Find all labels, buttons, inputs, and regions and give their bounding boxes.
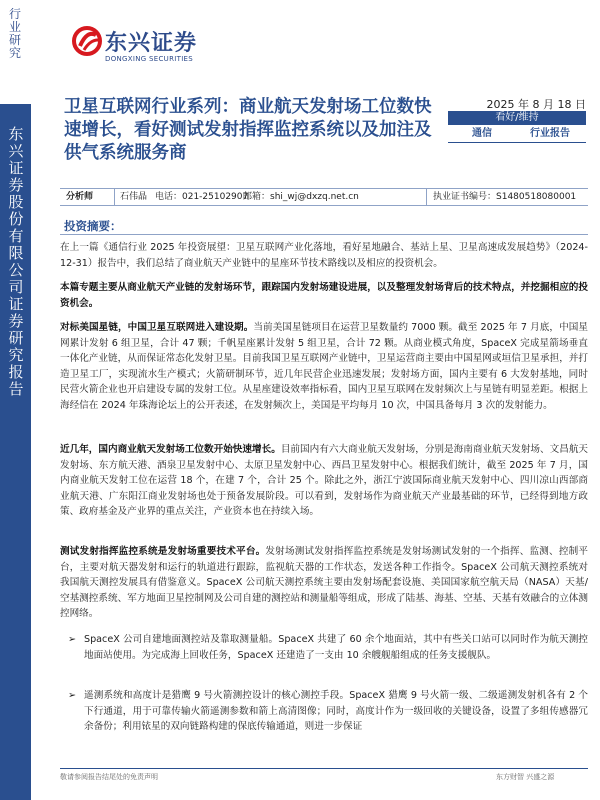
summary-heading xyxy=(60,216,588,235)
footer-slogan: 东方财智 兴盛之源 xyxy=(496,773,555,781)
analyst-phone: 电话：021-25102907 xyxy=(155,192,249,202)
tags-divider xyxy=(448,142,586,143)
paragraph-3-lead: 对标美国星链，中国卫星互联网进入建设期。 xyxy=(60,322,254,333)
sidebar xyxy=(0,0,31,800)
analyst-label: 分析师 xyxy=(66,192,94,202)
bullet-item-1 xyxy=(68,632,588,682)
bullet-item-2 xyxy=(68,688,588,764)
summary-heading-label: 投资摘要： xyxy=(64,219,122,233)
bullet-dot-icon: ➢ xyxy=(68,690,77,701)
analyst-divider xyxy=(114,189,115,205)
paragraph-4-lead: 近几年，国内商业航天发射场工位数开始快速增长。 xyxy=(60,444,281,455)
paragraph-4-body: 目前国内有六大商业航天发射场，分别是海南商业航天发射场、文昌航天发射场、东方航天港、酒泉卫星发射中心、太原卫星发射中心、西昌卫星发射中心。根据我们统计，截至 2025 年 7 月，国内商业航天发射工位在运营 18 个，在建 7 个，合计 25 个。除此之外，浙江宁波国际商业航天发射中心、四川凉山西部商业航天港、广东阳江商业发射场也处于预备发展阶段。可以看到，发射场作为商业航天产业最基础的环节，已经得到地方政策、政府基金及产业界的重点关注，产业资本也在持续入场。 xyxy=(60,444,589,517)
bullet-text-1: SpaceX 公司自建地面测控站及靠取测量船。SpaceX 共建了 60 余个地面站，其中有些关口站可以同时作为航天测控地面站使用。为完成海上回收任务，SpaceX 还建造了一支由 10 余艘舰船组成的任务支援舰队。 xyxy=(84,634,588,661)
logo-text-en: DONGXING SECURITIES xyxy=(105,55,194,63)
paragraph-5-lead: 测试发射指挥监控系统是发射场重要技术平台。 xyxy=(60,546,266,557)
paragraph-5-body: 发射场测试发射指挥监控系统是发射场测试发射的一个指挥、监测、控制平台，主要对航天器发射和运行的轨道进行跟踪，监视航天器的工作状态，发送各种工作指令。SpaceX 公司航天测控系统对我国航天测控发展具有借鉴意义。SpaceX 公司航天测控系统主要由发射场配套设施、美国国家航空航天局（NASA）天基/空基测控系统、军方地面卫星控制网及公司自建的测控站和测量船等组成，形成了陆基、海基、空基、天基有效融合的立体测控网络。 xyxy=(60,546,588,619)
industry-tag: 通信 xyxy=(472,128,492,139)
analyst-cert-number: 执业证书编号：S1480518080001 xyxy=(433,192,577,202)
sidebar-company-block xyxy=(0,104,31,800)
report-title: 卫星互联网行业系列：商业航天发射场工位数快速增长，看好测试发射指挥监控系统以及加注及供气系统服务商 xyxy=(64,97,432,163)
summary-paragraph-1: 在上一篇《通信行业 2025 年投资展望：卫星互联网产业化落地，看好星地融合、基站上星、卫星高速成发展趋势》（2024-12-31）报告中，我们总结了商业航天产业链中的星座环节技术路线以及相应的投资机会。 xyxy=(60,242,588,269)
sidebar-category-block xyxy=(0,0,31,80)
analyst-email[interactable]: 邮箱：shi_wj@dxzq.net.cn xyxy=(243,192,359,202)
report-date: 2025 年 8 月 18 日 xyxy=(486,98,586,111)
summary-paragraph-3 xyxy=(60,320,588,413)
sidebar-category-label: 行业研究 xyxy=(8,7,21,60)
bullet-text-2: 遥测系统和高度计是猎鹰 9 号火箭测控设计的核心测控手段。SpaceX 猎鹰 9 号火箭一级、二级遥测发射机各有 2 个下行通道，用于可靠传输火箭遥测参数和箭上高清图像；同时，高度计作为一级回收的关键设备，设置了多组传感器冗余备份；利用铱星的双向链路构建的保底传输通道，则进一步保证 xyxy=(84,690,588,732)
footer-disclaimer: 敬请参阅报告结尾处的免责声明 xyxy=(60,773,158,781)
analyst-divider xyxy=(426,189,427,205)
analyst-name: 石伟晶 xyxy=(120,192,148,202)
summary-paragraph-5 xyxy=(60,544,588,622)
paragraph-3-body: 当前美国星链项目在运营卫星数量约 7000 颗。截至 2025 年 7 月底，中国星网累计发射 6 组卫星，合计 47 颗；千帆星座累计发射 5 组卫星，合计 72 颗。从商业模式角度，SpaceX 完成星箭场垂直一体化产业链，从而保证常态化发射卫星。目前我国卫星互联网产业链中，卫星运营商主要由中国星网或垣信卫星承担，并打造卫星工厂，实现流水生产模式；火箭研制环节，近几年民营企业迅速发展；发射场方面，国内主要有 6 大发射基地，同时民营火箭企业也开启建设专属的发射工位。从星座建设效率指标看，国内卫星互联网在发射频次上与星链有明显差距。根据上海经信在 2024 年珠海论坛上的公开表述，在发射频次上，美国是平均每月 10 次，中国具备每月 3 次的发射能力。 xyxy=(60,322,588,411)
summary-paragraph-4 xyxy=(60,442,588,520)
summary-paragraph-2: 本篇专题主要从商业航天产业链的发射场环节，跟踪国内发射场建设进展，以及整理发射场背后的技术特点，并挖掘相应的投资机会。 xyxy=(60,282,588,309)
rating-badge: 看好/维持 xyxy=(448,111,586,125)
logo-mark-icon xyxy=(72,26,102,56)
footer-divider xyxy=(60,768,588,769)
bullet-dot-icon: ➢ xyxy=(68,634,77,645)
report-type-tag: 行业报告 xyxy=(530,128,570,139)
report-tags xyxy=(448,127,586,141)
analyst-info-row xyxy=(60,188,588,206)
sidebar-company-label: 东兴证券股份有限公司证券研究报告 xyxy=(8,125,24,398)
logo-text-cn: 东兴证券 xyxy=(105,31,198,56)
company-logo xyxy=(72,24,212,72)
